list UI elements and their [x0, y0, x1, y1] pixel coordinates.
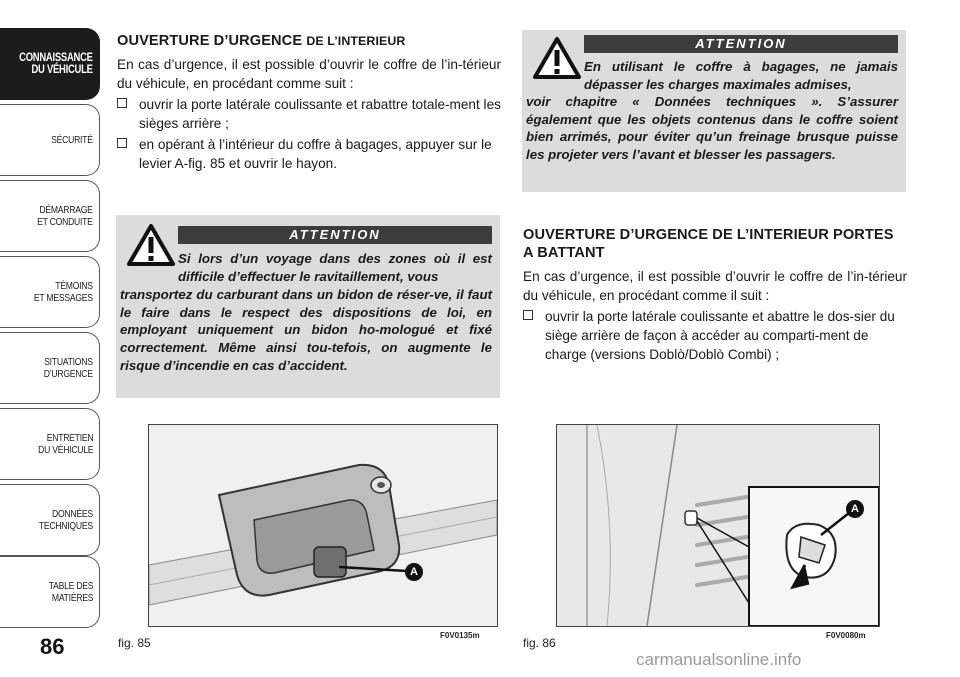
latch-illustration — [149, 425, 497, 626]
warning-label: ATTENTION — [178, 226, 492, 244]
tab-entretien-du-vehicule[interactable]: ENTRETIEN DU VÉHICULE — [0, 408, 100, 480]
list-item: ouvrir la porte latérale coulissante et abattre le dos-sier du siège arrière de façon à accéder au comparti-ment de charge (versions Doblò/Doblò Combi) ; — [523, 307, 907, 364]
warning-text-first: En utilisant le coffre à bagages, ne jamais dépasser les charges maximales admises, — [584, 59, 898, 92]
tab-temoins-et-messages[interactable]: TÉMOINS ET MESSAGES — [0, 256, 100, 328]
figure-85-tailgate-latch — [148, 424, 498, 627]
checkbox-bullet-icon — [117, 98, 127, 108]
warning-text-rest: voir chapitre « Données techniques ». S’assurer également que les objets contenus dans le coffre soient bien arrimés, pour éviter qu’un freinage brusque puisse les projeter vers l’avant et blesser les passagers. — [526, 94, 898, 163]
list-item: ouvrir la porte latérale coulissante et rabattre totale-ment les sièges arrière ; — [117, 95, 501, 133]
checkbox-bullet-icon — [523, 310, 533, 320]
checkbox-bullet-icon — [117, 138, 127, 148]
left-column — [117, 32, 501, 175]
intro-paragraph: En cas d’urgence, il est possible d’ouvrir le coffre de l’in-térieur du véhicule, en procédant comme suit : — [117, 57, 501, 91]
right-column — [523, 226, 907, 366]
figure-caption-85: fig. 85 — [118, 636, 151, 650]
warning-triangle-icon — [126, 223, 176, 267]
tab-table-des-matieres[interactable]: TABLE DES MATIÈRES — [0, 556, 100, 628]
figure-86-sliding-door-lock — [556, 424, 880, 627]
warning-triangle-icon — [532, 36, 582, 80]
page-number: 86 — [40, 634, 65, 659]
steps-list — [523, 307, 907, 364]
figure-code-85: F0V0135m — [440, 631, 480, 640]
list-item: en opérant à l’intérieur du coffre à bagages, appuyer sur le levier A-fig. 85 et ouvrir le hayon. — [117, 135, 501, 173]
steps-list — [117, 95, 501, 173]
tab-connaissance-du-vehicule[interactable]: CONNAISSANCE DU VÉHICULE — [0, 28, 100, 100]
section-heading-hinged-doors: OUVERTURE D’URGENCE DE L’INTERIEUR PORTES A BATTANT — [523, 227, 894, 261]
warning-label: ATTENTION — [584, 35, 898, 53]
tab-situations-d-urgence[interactable]: SITUATIONS D’URGENCE — [0, 332, 100, 404]
figure-code-86: F0V0080m — [826, 631, 866, 640]
fuel-warning-box — [116, 215, 500, 398]
watermark: carmanualsonline.info — [636, 650, 802, 669]
intro-paragraph: En cas d’urgence, il est possible d’ouvrir le coffre de l’in-térieur du véhicule, en procédant comme il suit : — [523, 269, 907, 303]
figure-caption-86: fig. 86 — [523, 636, 556, 650]
tab-donnees-techniques[interactable]: DONNÉES TECHNIQUES — [0, 484, 100, 556]
luggage-warning-box — [522, 30, 906, 192]
tab-securite[interactable]: SÉCURITÉ — [0, 104, 100, 176]
warning-text-rest: transportez du carburant dans un bidon de réser-ve, il faut le faire dans le respect des dispositions de loi, en employant uniquement un bidon ho-mologué et fixé correctement. Même ainsi tou-tefois, on augmente le risque d’incendie en cas d’accident. — [120, 287, 492, 373]
tab-demarrage-et-conduite[interactable]: DÉMARRAGE ET CONDUITE — [0, 180, 100, 252]
warning-text-first: Si lors d’un voyage dans des zones où il est difficile d’effectuer le ravitaillement, vous — [178, 251, 492, 284]
door-lock-illustration — [557, 425, 879, 626]
marker-label-a: A — [410, 566, 418, 578]
marker-label-a: A — [851, 503, 859, 515]
section-heading-emergency-opening: OUVERTURE D’URGENCE DE L’INTERIEUR — [117, 33, 406, 49]
